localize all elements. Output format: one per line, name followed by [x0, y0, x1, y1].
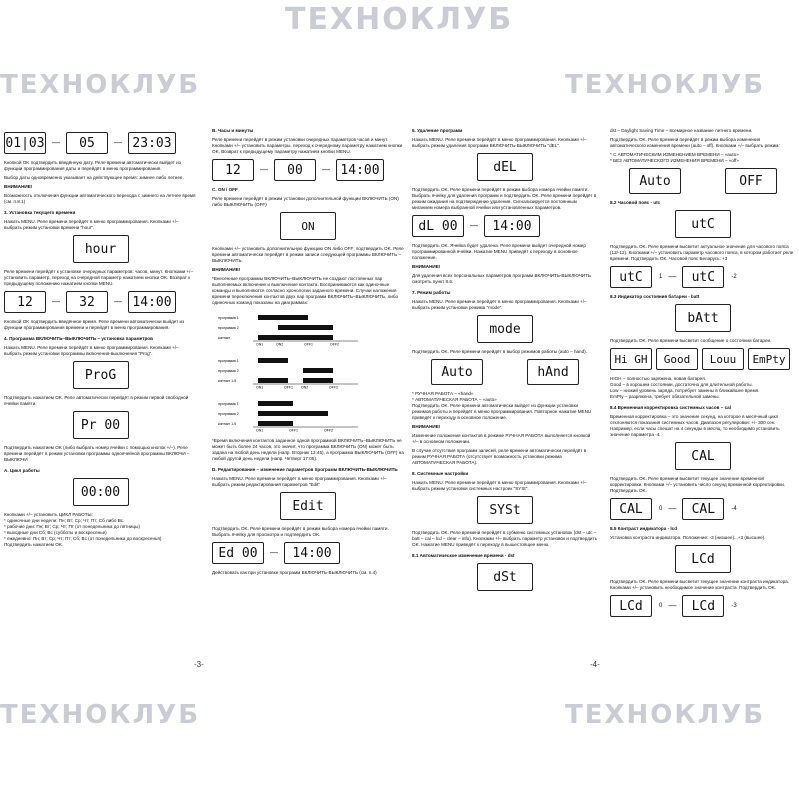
lcd-screen: hour [73, 235, 129, 263]
paragraph: *Время включения контактов заданное одной программой ВКЛЮЧИТЬ–ВЫКЛЮЧИТЬ не может быть более 24 часов, это значит, что программа ВКЛЮЧИТЬ (ON) может быть задана на любой день недели (напр. Вторник 13:45), а программа ВЫКЛЮЧИТЬ (OFF) на любой другой день недели (напр. Четверг 17:05). [212, 438, 404, 461]
lcd-screen: Pr 00 [73, 411, 129, 439]
section-heading: 8.4 Временная корректировка системных часов – cal [610, 405, 731, 410]
paragraph: Нажать MENU. Реле времени перейдёт в меню программирования. Кнопками +/– выбрать режим установки времени "hour". [4, 219, 179, 230]
axis-label: OFF1 [284, 385, 293, 389]
section-heading: 3. Установка текущего времени [4, 210, 76, 215]
warning-label: ВНИМАНИЕ! [412, 424, 441, 429]
paragraph: Подтвердить OK. Реле времени высветит актуальное значение для часового пояса (12/-12). Кнопками +/– установить параметр часового пояса, в котором работает реле времени. Подтвердить OK. Часовой пояс Беларусь: +3 [610, 244, 794, 261]
warning-label: ВНИМАНИЕ! [212, 267, 241, 272]
separator-dash: — [470, 221, 478, 230]
lcd-screen: EmPty [748, 348, 790, 370]
paragraph: Возможность отключения функции автоматического перехода с зимнего на летнее время (см. п.8.1) [4, 193, 196, 204]
diagram-label: программа 2 [218, 369, 239, 373]
section-heading: 5. Удаление программ [412, 128, 463, 133]
lcd-row-modes [412, 359, 598, 385]
lcd-screen: 14:00 [484, 215, 540, 237]
warning-label: ВНИМАНИЕ! [4, 184, 33, 189]
paragraph: HIGH – полностью заряжена, новая батарея. [610, 376, 707, 381]
paragraph: Подтвердить нажатием OK. Реле автоматически перейдёт в режим первой свободной ячейки памяти. [4, 395, 189, 406]
section-heading: D. Редактирование – изменение параметров программ ВКЛЮЧИТЬ-ВЫКЛЮЧИТЬ [212, 467, 398, 472]
section-heading: 8.3 Индикатор состояния батареи - batt [610, 294, 700, 299]
separator-dash: — [52, 297, 60, 306]
separator-dash: — [668, 601, 677, 610]
program-1-bar [258, 401, 293, 406]
contact-bar [258, 335, 333, 340]
lcd-screen: Louu [702, 348, 744, 370]
lcd-screen: LCd [610, 595, 652, 617]
page-number-left: -3- [194, 660, 204, 669]
axis-label: ON1 [256, 428, 264, 432]
paragraph: EmPty – разряжена, требует обязательной замены. [610, 394, 720, 399]
lcd-screen: 14:00 [284, 542, 340, 564]
section-heading: 4. Программа ВКЛЮЧИТЬ–ВЫКЛЮЧИТЬ – установка параметров [4, 336, 153, 341]
paragraph: * БЕЗ АВТОМАТИЧЕСКОГО ИЗМЕНЕНИЯ ВРЕМЕНИ – «off» [610, 158, 739, 163]
lcd-row-edit [212, 492, 404, 520]
lcd-row-pr [4, 411, 197, 439]
axis-label: OFF2 [330, 342, 339, 346]
lcd-screen: dL 00 [412, 215, 464, 237]
lcd-screen: CAL [682, 498, 724, 520]
paragraph: Подтвердить OK. Реле времени автоматически выйдет из функции установки режимов работы и перейдёт в меню программирования. Повторное нажатие MENU приведёт к переходу в основное положение. [412, 403, 592, 420]
section-heading: 8.2 Часовой пояс - utc [610, 200, 661, 205]
paragraph: * С АВТОМАТИЧЕСКИМ ИЗМЕНЕНИЕМ ВРЕМЕНИ – «auto» [610, 152, 739, 157]
lcd-screen: hAnd [527, 359, 579, 385]
paragraph: Подтвердить OK. Реле времени перейдёт в режим выбора номера ячейки памяти. Выбрать ячейку для удаления программ и подтвердить OK. Реле времени перейдёт в режим ожидания на подтверждение удаления. Сигнализируется постоянным миганием номера выбранной ячейки или установленных параметров. [412, 187, 597, 210]
axis-label: ON1 [256, 342, 264, 346]
lcd-screen: Good [656, 348, 698, 370]
lcd-value: -2 [731, 274, 737, 280]
paragraph: Подтвердить OK. Реле времени высветит текущее значение контраста индикатора. Кнопками +/– установить необходимое значение контраста. Подтвердить OK. [610, 579, 789, 590]
separator-dash: — [52, 138, 60, 147]
column-1 [4, 128, 197, 551]
lcd-screen: utC [675, 210, 731, 238]
diagram-label: программа 1 [218, 359, 239, 363]
lcd-screen: utC [682, 266, 724, 288]
diagram-label: программа 2 [218, 412, 239, 416]
column-4 [610, 128, 796, 623]
lcd-screen: bAtt [675, 304, 731, 332]
lcd-screen: 14:00 [128, 291, 176, 313]
paragraph: Выбор даты одновременно указывает на действующее время: зимнее либо летнее. [4, 175, 184, 180]
paragraph: Для удаления всех персональных параметров программ ВКЛЮЧИТЬ-ВЫКЛЮЧИТЬ смотреть пункт 8.6. [412, 273, 591, 284]
lcd-screen: utC [610, 266, 652, 288]
lcd-screen: SYSt [477, 496, 533, 524]
paragraph: Нажать MENU. Реле времени перейдёт в меню программирования. Кнопками +/– выбрать режим установки системных настроек "SYSt". [412, 480, 587, 491]
section-heading: 8.1 Автоматическое изменение времени - dst [412, 553, 515, 558]
lcd-row-hour [4, 235, 197, 263]
section-heading: B. Часы и минуты [212, 128, 254, 133]
section-heading: 8.5 Контраст индикатора - lcd [610, 526, 678, 531]
list-item: * выходные дни Сб; Вс (субботы и воскресенье) [4, 530, 107, 535]
paragraph: Временная корректировка – это значение секунд, на которое в месячный цикл отклоняются показания системных часов. Диапазон регулировки: +/- 300 сек. Например, если часы спешат на 4 секунды в месяц, то необходимо установить значение параметра -4. [610, 414, 780, 437]
paragraph: *Внесённые программы ВКЛЮЧИТЬ–ВЫКЛЮЧИТЬ не создают постоянных пар выполняемых включение и выключение контакта. Воспринимаются как одиночные команды и выполняются согласно хронологии заданного времени. Случаи наложения времени переключения контактов двух пар программ ВКЛЮЧИТЬ–ВЫКЛЮЧИТЬ, либо одиночных команд показаны на диаграммах: [212, 276, 399, 305]
separator-dash: — [322, 165, 330, 174]
paragraph: Реле времени перейдёт в режим установки дополнительной функции ВКЛЮЧИТЬ (ON) либо ВЫКЛЮЧИТЬ (OFF) [212, 196, 399, 207]
lcd-screen: ProG [73, 361, 129, 389]
paragraph: Low – низкий уровень заряда, потребует замены в ближайшее время. [610, 388, 760, 393]
contact-bar [258, 378, 288, 383]
lcd-row-utc [610, 210, 796, 238]
lcd-screen: 14:00 [336, 159, 384, 181]
paragraph: Кнопками +/– установить ЦИКЛ РАБОТЫ: [4, 512, 93, 517]
paragraph: Реле времени перейдёт к установке очередных параметров: часов, минут. Кнопками +/– установить параметр, переход на очередной параметр нажатием кнопки OK. Возврат к предыдущему положению нажатием кнопки MENU. [4, 269, 194, 286]
lcd-row-cycle [4, 478, 197, 506]
lcd-screen: CAL [610, 498, 652, 520]
paragraph: Good – в хорошем состоянии, достаточно для длительной работы. [610, 382, 753, 387]
separator-dash: — [114, 138, 122, 147]
paragraph: Кнопкой OK подтвердить введённую дату. Реле времени автоматически выйдет из функции программирования даты и перейдёт в меню программирования. [4, 160, 181, 171]
timing-diagram-1 [218, 312, 368, 346]
diagram-label: контакт 1-5 [218, 422, 237, 426]
lcd-screen: 23:03 [128, 132, 176, 154]
axis-label: OFF2 [329, 385, 338, 389]
lcd-row-del-time [412, 215, 598, 237]
lcd-row-date [4, 132, 197, 154]
lcd-value: -3 [731, 603, 737, 609]
paragraph: Нажать MENU. Реле времени перейдёт в меню программирования. Кнопками +/– выбрать режим установки программы включения-выключения "Prog". [4, 345, 179, 356]
watermark-left-lower: ТЕХНОКЛУБ [0, 700, 201, 730]
axis-label: OFF1 [304, 342, 313, 346]
paragraph: Реле времени перейдёт в режим установки очередных параметров часов и минут. Кнопками +/– установить параметры, переход к очередному параметру нажатием кнопки OK. Возврат к предыдущему параметру нажатием кнопки MENU. [212, 137, 403, 154]
paragraph: Действовать как при установке программ ВКЛЮЧИТЬ-ВЫКЛЮЧИТЬ (см. п.4) [212, 570, 377, 575]
axis-label: ON2 [276, 342, 284, 346]
timing-diagram-3 [218, 398, 368, 432]
separator-dash: — [114, 297, 122, 306]
lcd-screen: Ed 00 [212, 542, 264, 564]
separator-dash: — [260, 165, 268, 174]
section-heading: A. Цикл работы [4, 468, 40, 473]
lcd-screen: LCd [682, 595, 724, 617]
diagram-label: программа 2 [218, 326, 239, 330]
paragraph: Подтвердить OK. Реле времени высветит сообщение о состоянии батареи. [610, 338, 772, 343]
paragraph: Нажать MENU. Реле времени перейдёт в меню программирования. Кнопками +/– выбрать режим редактирования параметров "Edit" [212, 476, 387, 487]
lcd-value: 0 [659, 603, 663, 609]
diagram-label: программа 1 [218, 402, 239, 406]
lcd-screen: mode [477, 315, 533, 343]
list-item: * одиночные дни недели: Пн; Вт; Ср; Чт; Пт; Сб либо Вс. [4, 518, 125, 523]
paragraph: Подтвердить нажатием OK. [4, 542, 64, 547]
lcd-screen: CAL [675, 442, 731, 470]
separator-dash: — [270, 548, 278, 557]
lcd-screen: Auto [431, 359, 483, 385]
lcd-row-lcd-values [610, 595, 796, 617]
axis-label: OFF2 [324, 428, 333, 432]
lcd-screen: 12 [212, 159, 254, 181]
lcd-value: -4 [731, 506, 737, 512]
program-2-bar [258, 411, 328, 416]
warning-label: ВНИМАНИЕ! [412, 264, 441, 269]
lcd-row-cal-values [610, 498, 796, 520]
watermark-left-upper: ТЕХНОКЛУБ [0, 70, 201, 100]
watermark-right-upper: ТЕХНОКЛУБ [565, 70, 766, 100]
lcd-row-time [212, 159, 404, 181]
section-heading: 8. Системные настройки [412, 471, 469, 476]
separator-dash: — [668, 272, 677, 281]
lcd-row-utc-values [610, 266, 796, 288]
paragraph: Подтвердить OK. Ячейка будет удалена. Реле времени выйдет очередной номер программированной ячейки. Нажатие MENU приведёт к переходу в основное положение. [412, 243, 586, 260]
lcd-screen: Hi GH [610, 348, 652, 370]
separator-dash: — [668, 504, 677, 513]
paragraph: * РУЧНАЯ РАБОТА – «hand» [412, 391, 474, 396]
program-1-bar [258, 358, 288, 363]
watermark-right-lower: ТЕХНОКЛУБ [565, 700, 766, 730]
paragraph: Изменение положения контактов в режиме РУЧНАЯ РАБОТА выполняется кнопкой +/– в основном положении. [412, 433, 591, 444]
paragraph: Подтвердить OK. Реле времени перейдёт в выбор режимов работы (auto – hand). [412, 349, 587, 354]
section-heading: C. ON / OFF [212, 187, 238, 192]
paragraph: Установка контраста индикатора. Положение: -3 (низшее)...+3 (высшее). [610, 535, 766, 540]
lcd-screen: 32 [66, 291, 108, 313]
page-number-right: -4- [590, 660, 600, 669]
timing-diagram-2 [218, 355, 368, 389]
lcd-screen: Auto [629, 168, 681, 194]
lcd-value: 1 [659, 274, 663, 280]
section-heading: 7. Режим работы [412, 290, 451, 295]
program-2-bar [303, 368, 333, 373]
lcd-row-dst [412, 563, 598, 591]
lcd-value: 0 [659, 506, 663, 512]
contact-bar [303, 378, 333, 383]
lcd-row-del [412, 153, 598, 181]
lcd-screen: dEL [477, 153, 533, 181]
diagram-label: программа 1 [218, 316, 239, 320]
lcd-screen: ON [280, 212, 336, 240]
lcd-row-edit-time [212, 542, 404, 564]
lcd-row-batt [610, 304, 796, 332]
watermark-top: ТЕХНОКЛУБ [285, 2, 514, 37]
diagram-label: контакт [218, 336, 231, 340]
lcd-row-batt-states [610, 348, 796, 370]
contact-bar [258, 421, 293, 426]
lcd-screen: 00:00 [73, 478, 129, 506]
lcd-screen: OFF [725, 168, 777, 194]
lcd-row-on [212, 212, 404, 240]
list-item: * рабочие дни: Пн; Вт; Ср; Чт; Пт (от понедельника до пятницы) [4, 524, 140, 529]
list-item: * ежедневно: Пн; Вт; Ср; Чт; Пт; Сб; Вс (от понедельника до воскресенья) [4, 536, 162, 541]
column-2 [212, 128, 404, 579]
lcd-screen: dSt [477, 563, 533, 591]
paragraph: dst – Daylight Saving Time – всемирное название летнего времени. [610, 128, 753, 133]
paragraph: Подтвердить нажатием OK (либо выбрать номер ячейки с помощью кнопок +/–). Реле времени перейдёт в режим установки программы одноячейной программы ВКЛЮЧИ – ВЫКЛЮЧИ [4, 445, 190, 462]
lcd-row-prog [4, 361, 197, 389]
lcd-row-time [4, 291, 197, 313]
paragraph: Подтвердить OK. Реле времени перейдёт в субменю системных установок (dst – utc – batt – cal – lcd – clear – info). Кнопками +/– выбрать параметр установок и подтвердить OK. Нажатие MENU приведёт к переходу в вышестоящее меню. [412, 530, 597, 547]
paragraph: Подтвердить OK. Реле времени перейдёт в режим выбора изменения автоматического изменения времени (auto – off). Кнопками +/– выбрать режим: [610, 137, 780, 148]
paragraph: Кнопкой OK подтвердить введённое время. Реле времени автоматически выйдет из функции программирования времени и перейдёт в меню программирования. [4, 319, 185, 330]
lcd-row-syst [412, 496, 598, 524]
paragraph: Нажать MENU. Реле времени перейдёт в меню программирования. Кнопками +/– выбрать режим удаления программ ВКЛЮЧИТЬ-ВЫКЛЮЧИТЬ "dEL". [412, 137, 587, 148]
axis-label: ON2 [301, 385, 309, 389]
paragraph: Подтвердить OK. Реле времени высветит текущее значение временной корректировки. Кнопками +/– установить число секунд временной корректировки. Подтвердить OK. [610, 476, 786, 493]
program-2-bar [278, 325, 333, 330]
lcd-screen: 12 [4, 291, 46, 313]
lcd-row-lcd [610, 545, 796, 573]
paragraph: В случае отсутствия программ записей, реле времени автоматически перейдёт в режим РУЧНАЯ РАБОТА (отсутствует возможность установки режима АВТОМАТИЧЕСКАЯ РАБОТА). [412, 448, 587, 465]
program-1-bar [258, 315, 308, 320]
lcd-row-mode [412, 315, 598, 343]
diagram-label: контакт 1-5 [218, 379, 237, 383]
lcd-row-dst-modes [610, 168, 796, 194]
lcd-screen: Edit [280, 492, 336, 520]
lcd-screen: 01|03 [4, 132, 46, 154]
axis-label: ON1 [256, 385, 264, 389]
column-3 [412, 128, 598, 597]
lcd-screen: 00 [274, 159, 316, 181]
axis-label: OFF1 [289, 428, 298, 432]
paragraph: Кнопками +/– установить дополнительную функцию ON либо OFF; подтвердить OK. Реле времени автоматически перейдёт в режим записи следующей программы ВКЛЮЧИТЬ – ВЫКЛЮЧИТЬ. [212, 246, 404, 263]
paragraph: Нажать MENU. Реле времени перейдёт в меню программирования. Кнопками +/– выбрать режим установки режима "mode". [412, 299, 587, 310]
paragraph: * АВТОМАТИЧЕСКАЯ РАБОТА – «auto» [412, 397, 497, 402]
lcd-screen: 05 [66, 132, 108, 154]
lcd-row-cal [610, 442, 796, 470]
paragraph: Подтвердить OK. Реле времени перейдёт в режим выбора номера ячейки памяти. Выбрать ячейку для просмотра и подтвердить OK. [212, 526, 389, 537]
lcd-screen: LCd [675, 545, 731, 573]
